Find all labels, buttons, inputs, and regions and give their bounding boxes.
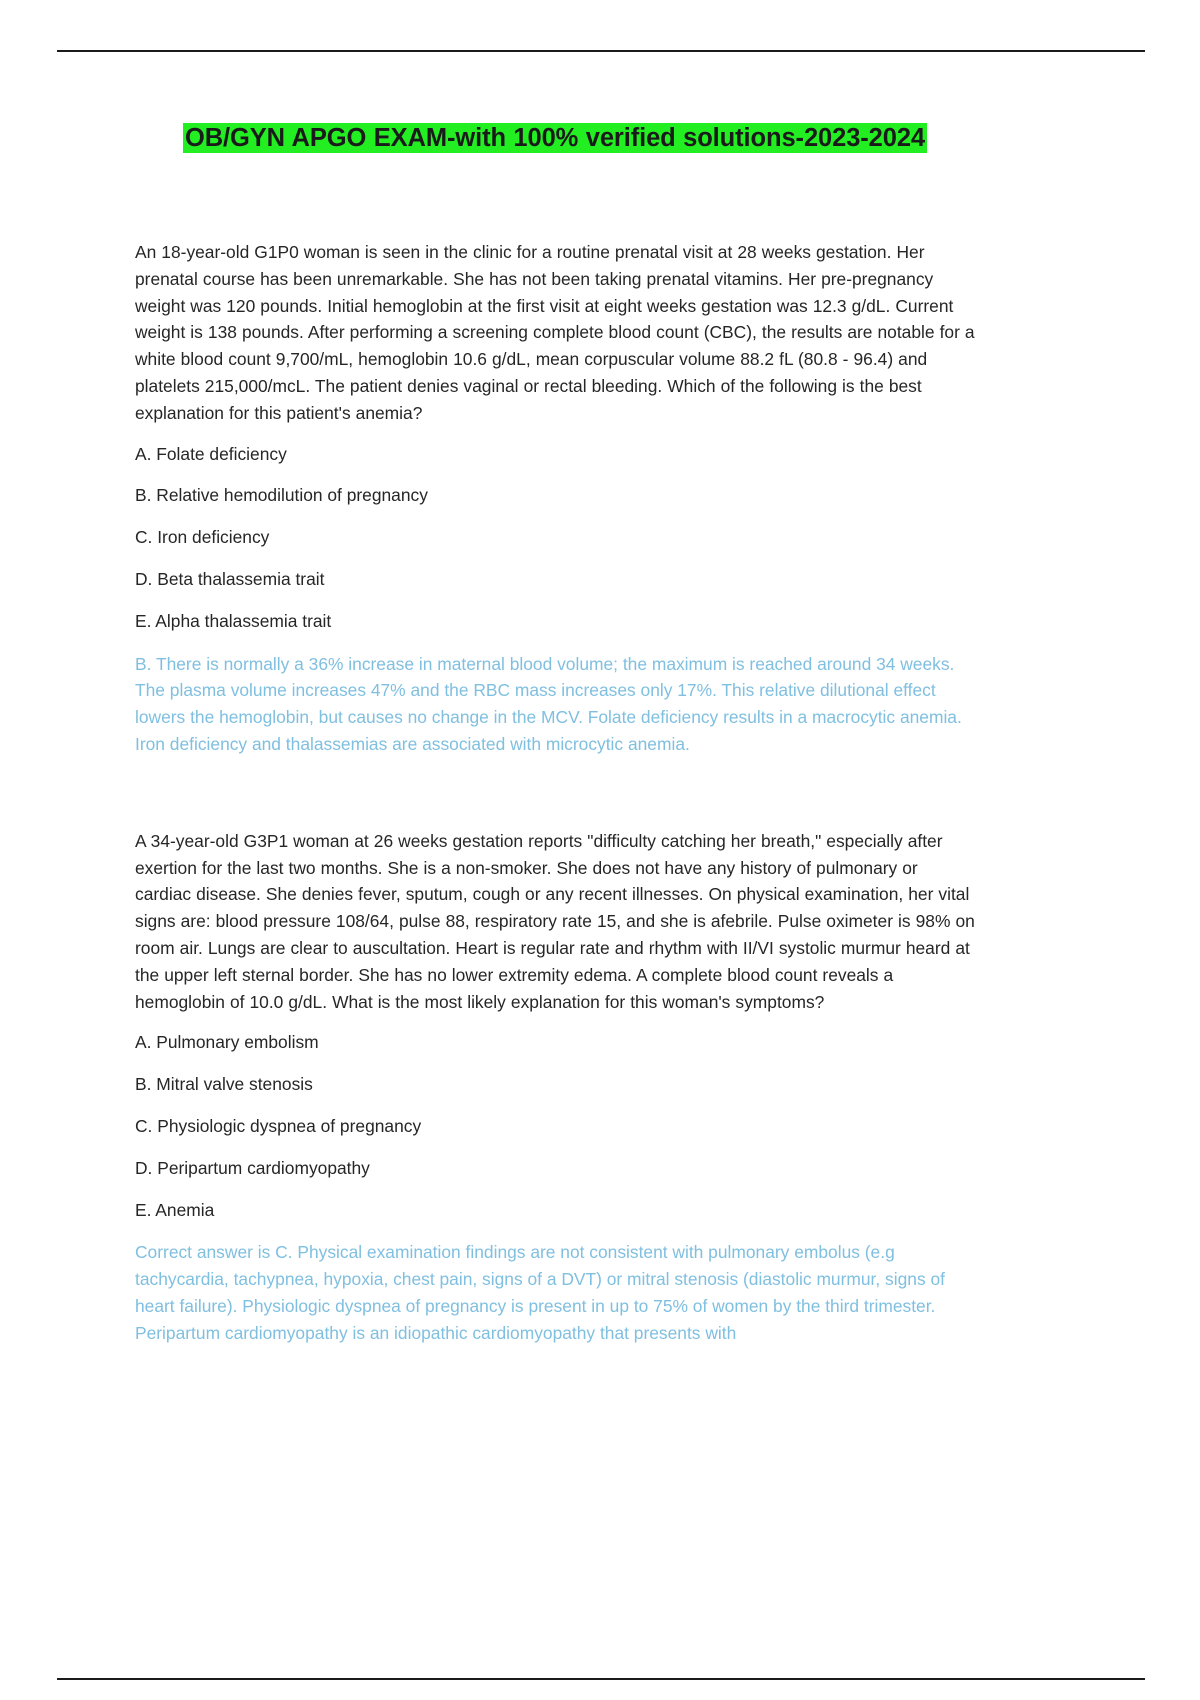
document-content	[135, 118, 975, 1347]
option-e[interactable]: E. Alpha thalassemia trait	[135, 610, 332, 631]
spacer	[135, 427, 975, 441]
option-b[interactable]: B. Relative hemodilution of pregnancy	[135, 485, 428, 506]
spacer	[135, 1098, 975, 1113]
spacer	[135, 1182, 975, 1197]
header-divider-rule	[57, 50, 1145, 52]
page-title-highlight: OB/GYN APGO EXAM-with 100% verified solutions-2023-2024	[184, 124, 925, 152]
question-block-2	[135, 828, 975, 1347]
footer-divider-rule	[57, 1678, 1145, 1680]
spacer	[135, 1056, 975, 1071]
spacer	[135, 509, 975, 524]
option-a[interactable]: A. Folate deficiency	[135, 443, 287, 464]
question-stem: A 34-year-old G3P1 woman at 26 weeks gestation reports "difficulty catching her breath," especially after exertion for the last two months. She is a non-smoker. She does not have any history of pulmonary or cardiac disease. She denies fever, sputum, cough or any recent illnesses. On physical examination, her vital signs are: blood pressure 108/64, pulse 88, respiratory rate 15, and she is afebrile. Pulse oximeter is 98% on room air. Lungs are clear to auscultation. Heart is regular rate and rhythm with II/VI systolic murmur heard at the upper left sternal border. She has no lower extremity edema. A complete blood count reveals a hemoglobin of 10.0 g/dL. What is the most likely explanation for this woman's symptoms?	[135, 830, 975, 1012]
option-a[interactable]: A. Pulmonary embolism	[135, 1032, 319, 1053]
spacer	[135, 1223, 975, 1239]
spacer	[135, 551, 975, 566]
option-c[interactable]: C. Physiologic dyspnea of pregnancy	[135, 1115, 422, 1136]
spacer	[135, 593, 975, 608]
option-b[interactable]: B. Mitral valve stenosis	[135, 1074, 313, 1095]
title-spacer	[135, 159, 975, 239]
option-e[interactable]: E. Anemia	[135, 1199, 215, 1220]
question-stem: An 18-year-old G1P0 woman is seen in the clinic for a routine prenatal visit at 28 weeks gestation. Her prenatal course has been unremarkable. She has not been taking prenatal vitamins. Her pre-pregnancy weight was 120 pounds. Initial hemoglobin at the first visit at eight weeks gestation was 12.3 g/dL. Current weight is 138 pounds. After performing a screening complete blood count (CBC), the results are notable for a white blood count 9,700/mL, hemoglobin 10.6 g/dL, mean corpuscular volume 88.2 fL (80.8 - 96.4) and platelets 215,000/mcL. The patient denies vaginal or rectal bleeding. Which of the following is the best explanation for this patient's anemia?	[135, 242, 975, 423]
spacer	[135, 467, 975, 482]
spacer	[135, 635, 975, 651]
answer-explanation: B. There is normally a 36% increase in maternal blood volume; the maximum is reached around 34 weeks. The plasma volume increases 47% and the RBC mass increases only 17%. This relative dilutional effect lowers the hemoglobin, but causes no change in the MCV. Folate deficiency results in a macrocytic anemia. Iron deficiency and thalassemias are associated with microcytic anemia.	[135, 653, 962, 754]
page-title	[135, 118, 975, 159]
question-gap-spacer	[135, 758, 975, 828]
spacer	[135, 1015, 975, 1029]
option-c[interactable]: C. Iron deficiency	[135, 527, 270, 548]
spacer	[135, 1140, 975, 1155]
answer-explanation: Correct answer is C. Physical examination findings are not consistent with pulmonary embolus (e.g tachycardia, tachypnea, hypoxia, chest pain, signs of a DVT) or mitral stenosis (diastolic murmur, signs of heart failure). Physiologic dyspnea of pregnancy is present in up to 75% of women by the third trimester. Peripartum cardiomyopathy is an idiopathic cardiomyopathy that presents with	[135, 1242, 945, 1343]
option-d[interactable]: D. Beta thalassemia trait	[135, 568, 325, 589]
question-block-1	[135, 239, 975, 758]
option-d[interactable]: D. Peripartum cardiomyopathy	[135, 1157, 370, 1178]
